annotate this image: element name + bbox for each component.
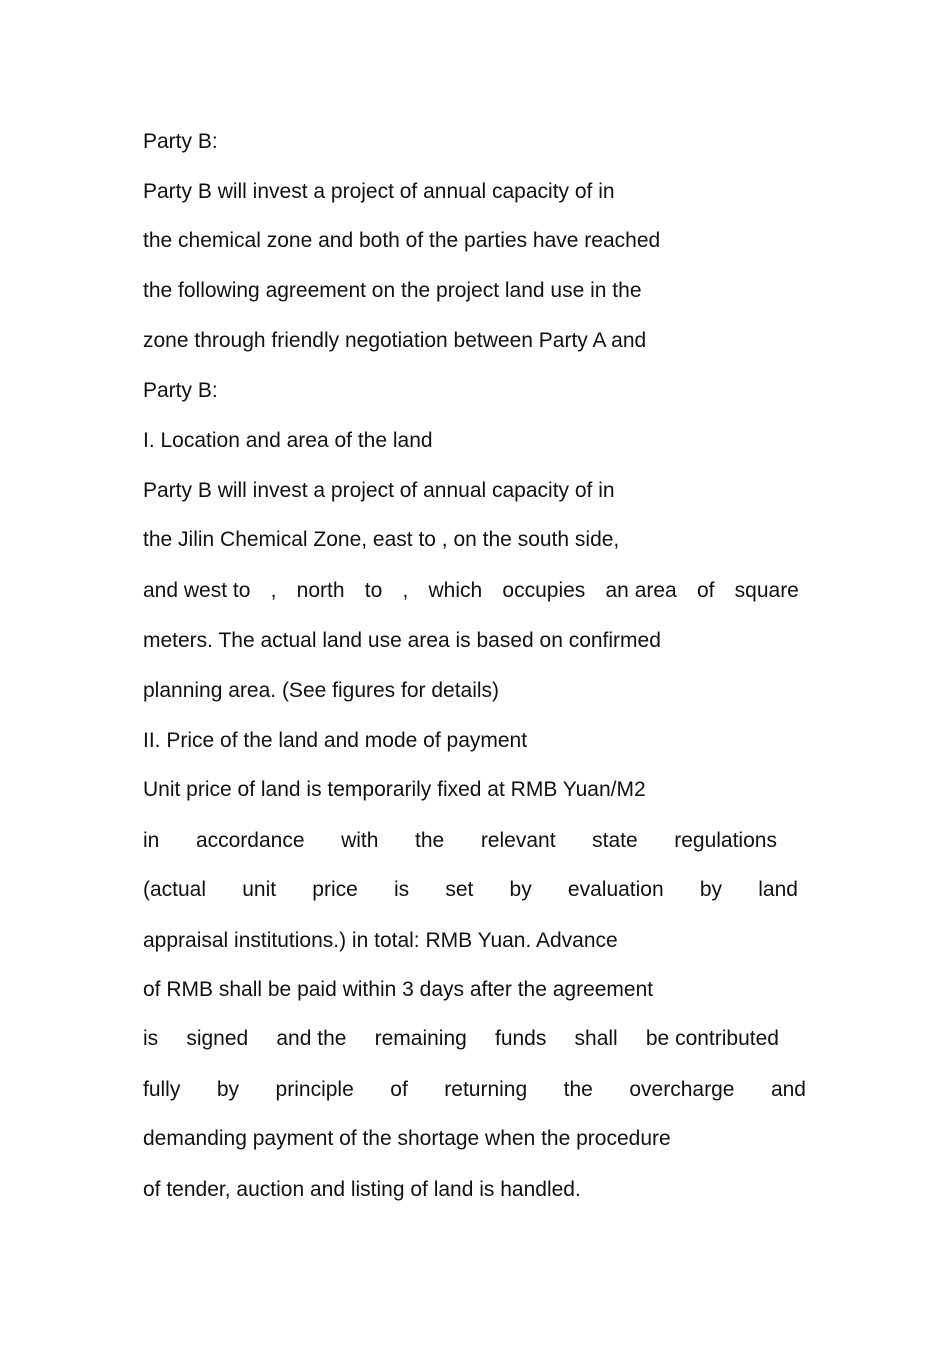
word: funds [494,1027,547,1050]
word: evaluation [567,878,664,901]
word: returning [444,1078,528,1101]
word: shall [574,1027,618,1050]
word: of [390,1078,408,1101]
word: is [143,1027,159,1050]
word: of [696,579,715,602]
word: by [699,878,723,901]
text-line: of tender, auction and listing of land is handled. [143,1178,581,1201]
word: by [509,878,532,901]
justified-line [143,1026,779,1052]
word: by [216,1078,240,1101]
text-line: the Jilin Chemical Zone, east to , on the south side, [143,528,620,551]
justified-line [143,1077,806,1103]
text-line: Party B will invest a project of annual capacity of in [143,180,615,203]
text-line: of RMB shall be paid within 3 days after the agreement [143,978,654,1001]
text-line: Unit price of land is temporarily fixed at RMB Yuan/M2 [143,778,646,801]
word: signed [186,1027,249,1050]
text-line: Party B will invest a project of annual capacity of in [143,479,615,502]
word: regulations [674,829,777,852]
text-line: the chemical zone and both of the parties have reached [143,229,661,252]
word: square [734,579,799,602]
text-line: Party B: [143,379,218,402]
word: state [592,829,638,852]
text-line: zone through friendly negotiation between Party A and [143,329,647,352]
text-line: the following agreement on the project land use in the [143,279,642,302]
word: price [312,878,358,901]
word: occupies [502,579,586,602]
word: accordance [195,829,305,852]
text-line: demanding payment of the shortage when the procedure [143,1127,671,1150]
text-line: planning area. (See figures for details) [143,679,500,702]
word: north [296,579,345,602]
word: , [270,579,277,602]
text-line: appraisal institutions.) in total: RMB Yuan. Advance [143,929,618,952]
word: set [445,878,474,901]
word: principle [275,1078,354,1101]
justified-line [143,828,777,854]
word: be contributed [645,1027,779,1050]
word: with [341,829,379,852]
word: unit [242,878,277,901]
word: and [770,1078,806,1101]
word: land [758,878,798,901]
section-heading: II. Price of the land and mode of payment [143,729,528,752]
word: which [428,579,483,602]
word: and west to [143,579,251,602]
word: fully [143,1078,181,1101]
word: the [415,829,445,852]
word: remaining [374,1027,467,1050]
word: (actual [143,878,207,901]
word: is [393,878,410,901]
word: to [364,579,383,602]
word: relevant [480,829,556,852]
word: the [563,1078,593,1101]
word: an area [605,579,677,602]
text-line: meters. The actual land use area is based on confirmed [143,629,661,652]
word: in [143,829,160,852]
justified-line [143,578,799,604]
word: and the [276,1027,347,1050]
word: overcharge [629,1078,735,1101]
section-heading: I. Location and area of the land [143,429,433,452]
justified-line [143,877,798,903]
word: , [402,579,409,602]
text-line: Party B: [143,130,218,153]
